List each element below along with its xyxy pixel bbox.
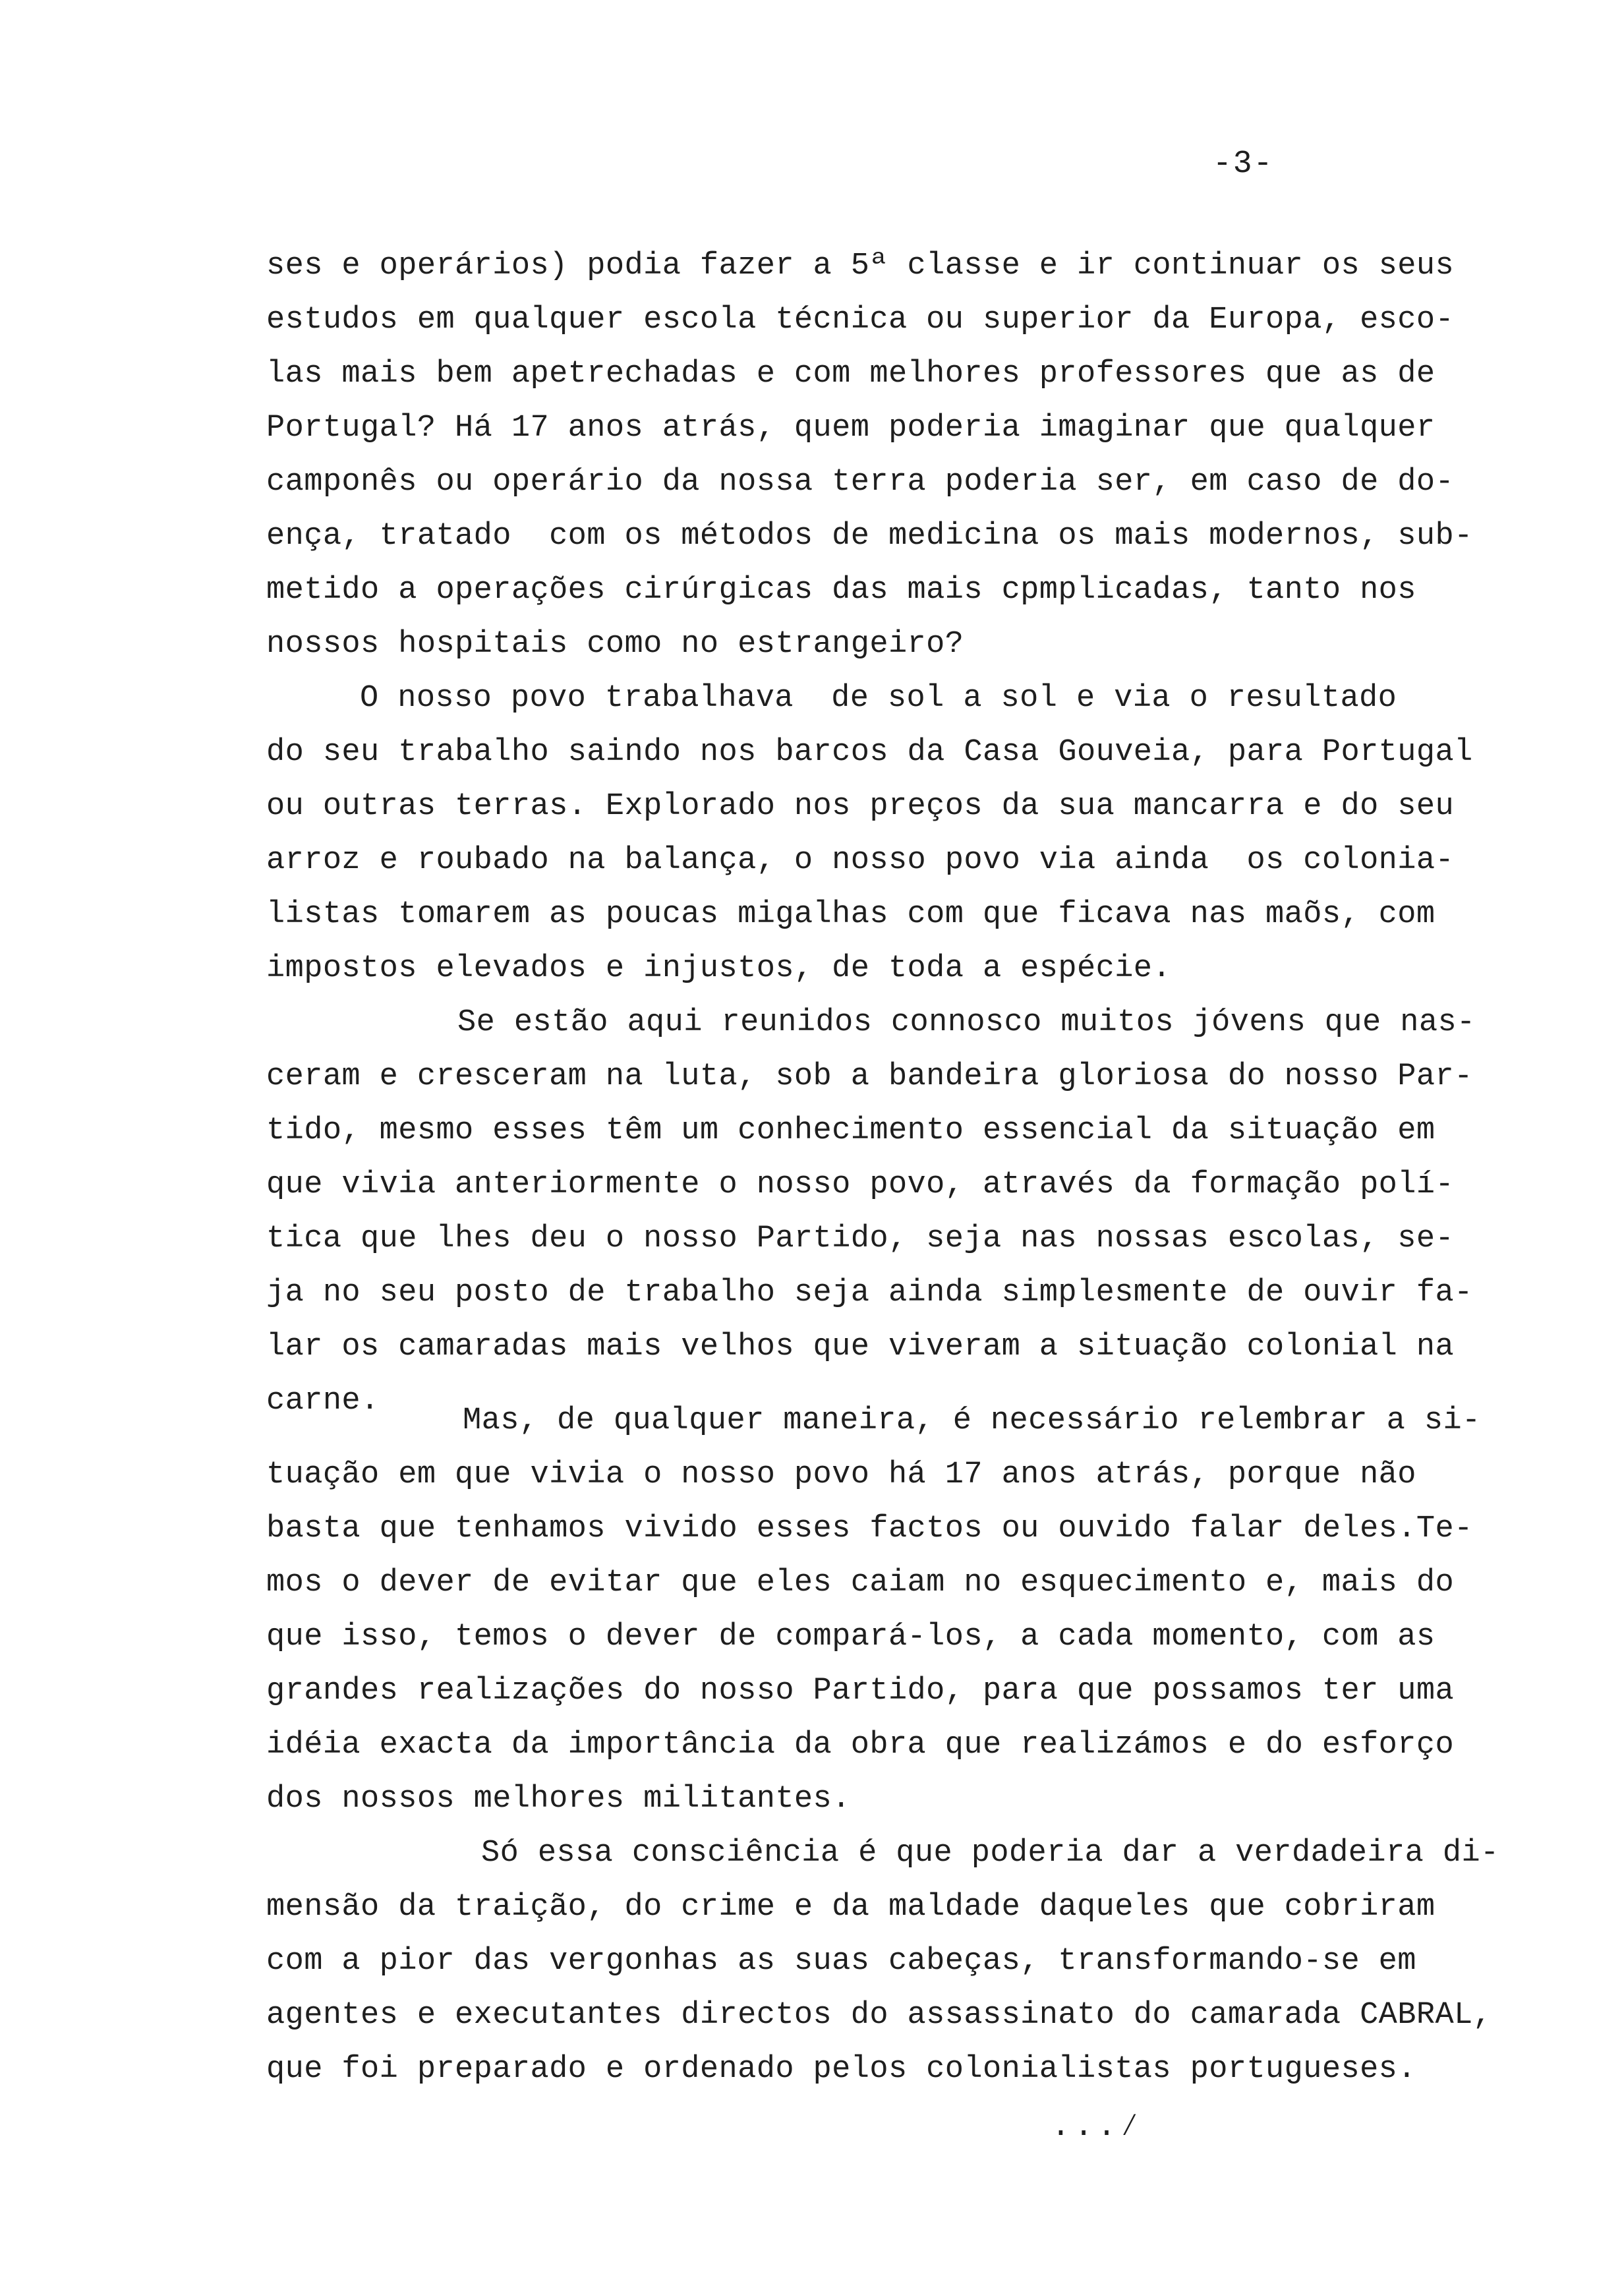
text-line: mos o dever de evitar que eles caiam no esquecimento e, mais do: [266, 1565, 1455, 1600]
text-line: ses e operários) podia fazer a 5ª classe e ir continuar os seus: [266, 248, 1455, 283]
text-line: carne.: [266, 1384, 380, 1418]
text-line: O nosso povo trabalhava de sol a sol e via o resultado: [360, 681, 1397, 716]
text-line: que foi preparado e ordenado pelos colonialistas portugueses.: [266, 2052, 1416, 2087]
text-line: Se estão aqui reunidos connosco muitos jóvens que nas-: [457, 1005, 1476, 1040]
text-line: do seu trabalho saindo nos barcos da Casa Gouveia, para Portugal: [266, 735, 1473, 770]
text-line: metido a operações cirúrgicas das mais cpmplicadas, tanto nos: [266, 573, 1416, 608]
text-line: tuação em que vivia o nosso povo há 17 anos atrás, porque não: [266, 1457, 1416, 1492]
text-line: lar os camaradas mais velhos que viveram a situação colonial na: [266, 1329, 1455, 1364]
text-line: que vivia anteriormente o nosso povo, através da formação polí-: [266, 1167, 1455, 1202]
text-line: grandes realizações do nosso Partido, para que possamos ter uma: [266, 1674, 1455, 1708]
text-line: nossos hospitais como no estrangeiro?: [266, 627, 964, 662]
text-line: estudos em qualquer escola técnica ou superior da Europa, esco-: [266, 303, 1455, 337]
text-line: agentes e executantes directos do assassinato do camarada CABRAL,: [266, 1998, 1492, 2033]
text-line: basta que tenhamos vivido esses factos ou ouvido falar deles.Te-: [266, 1511, 1473, 1546]
text-line: ceram e cresceram na luta, sob a bandeira gloriosa do nosso Par-: [266, 1059, 1473, 1094]
text-line: Só essa consciência é que poderia dar a verdadeira di-: [481, 1836, 1499, 1871]
text-line: com a pior das vergonhas as suas cabeças, transformando-se em: [266, 1944, 1416, 1979]
continuation-mark: ...∕: [1051, 2109, 1144, 2145]
text-line: tica que lhes deu o nosso Partido, seja nas nossas escolas, se-: [266, 1221, 1455, 1256]
text-line: ou outras terras. Explorado nos preços da sua mancarra e do seu: [266, 789, 1455, 824]
text-line: idéia exacta da importância da obra que realizámos e do esforço: [266, 1728, 1455, 1763]
page-number: -3-: [1213, 146, 1274, 182]
text-line: listas tomarem as poucas migalhas com que ficava nas maõs, com: [266, 897, 1436, 932]
text-line: dos nossos melhores militantes.: [266, 1782, 851, 1817]
text-line: impostos elevados e injustos, de toda a espécie.: [266, 951, 1172, 986]
text-line: mensão da traição, do crime e da maldade daqueles que cobriram: [266, 1890, 1436, 1925]
text-line: ja no seu posto de trabalho seja ainda simplesmente de ouvir fa-: [266, 1275, 1473, 1310]
text-line: ença, tratado com os métodos de medicina os mais modernos, sub-: [266, 519, 1473, 554]
text-line: las mais bem apetrechadas e com melhores professores que as de: [266, 357, 1436, 392]
text-line: camponês ou operário da nossa terra poderia ser, em caso de do-: [266, 465, 1455, 500]
text-line: que isso, temos o dever de compará-los, a cada momento, com as: [266, 1620, 1436, 1654]
text-line: tido, mesmo esses têm um conhecimento essencial da situação em: [266, 1113, 1436, 1148]
text-line: arroz e roubado na balança, o nosso povo via ainda os colonia-: [266, 843, 1455, 878]
text-line: Portugal? Há 17 anos atrás, quem poderia imaginar que qualquer: [266, 411, 1436, 446]
text-line: Mas, de qualquer maneira, é necessário relembrar a si-: [463, 1403, 1481, 1438]
